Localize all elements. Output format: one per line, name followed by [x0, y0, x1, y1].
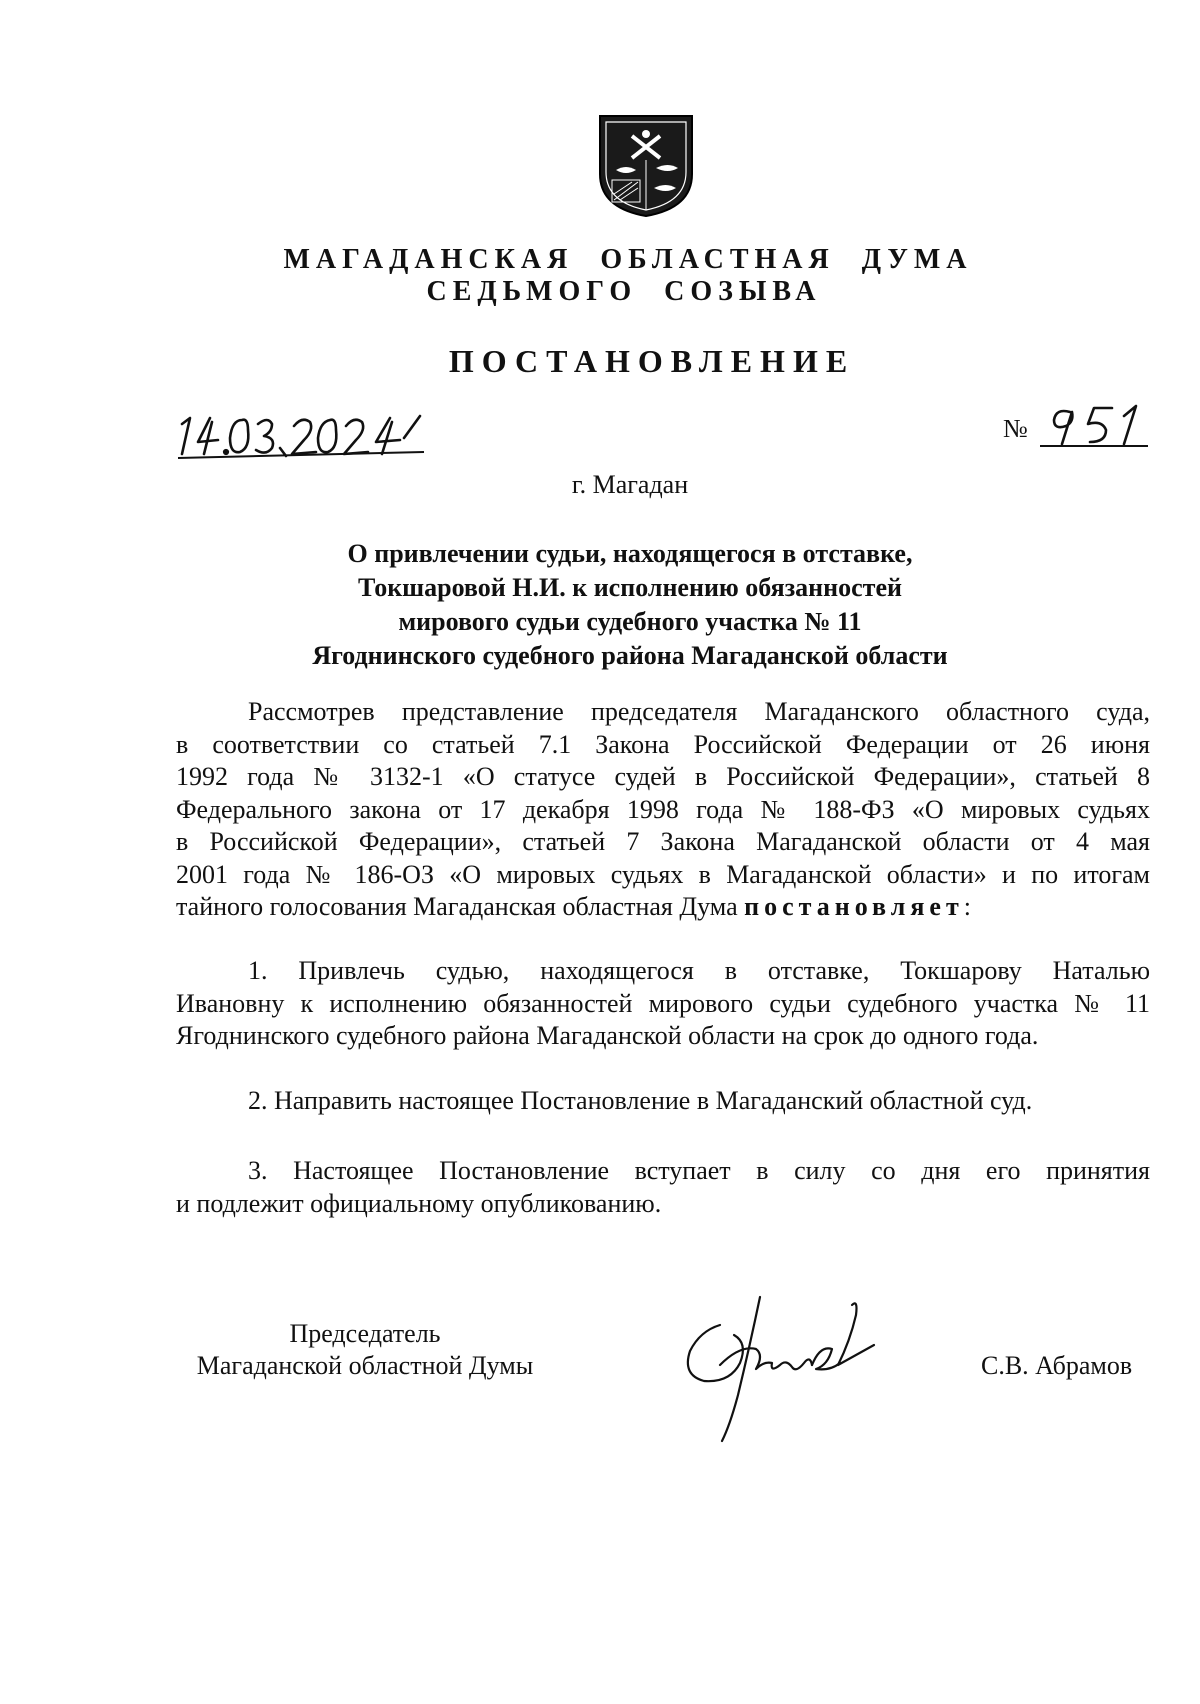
organization-name: МАГАДАНСКАЯ ОБЛАСТНАЯ ДУМА [283, 244, 973, 275]
document-type-title: ПОСТАНОВЛЕНИЕ [448, 343, 856, 379]
subject-line: Ягоднинского судебного района Магаданской области [312, 641, 948, 670]
city: г. Магадан [571, 470, 689, 499]
preamble-line: в Российской Федерации», статьей 7 Закона Магаданской области от 4 мая [176, 827, 1150, 856]
handwritten-signature-icon [660, 1285, 890, 1445]
handwritten-date [176, 408, 426, 464]
resolution-item-1 [176, 955, 1150, 1053]
convocation: СЕДЬМОГО СОЗЫВА [426, 276, 822, 307]
item-line: 1. Привлечь судью, находящегося в отставке, Токшарову Наталью [248, 956, 1150, 985]
subject-line: О привлечении судьи, находящегося в отставке, [347, 539, 913, 568]
number-label: № [1003, 414, 1028, 443]
preamble-paragraph [176, 696, 1150, 924]
item-line: 2. Направить настоящее Постановление в Магаданский областной суд. [248, 1086, 1033, 1115]
preamble-line: Рассмотрев представление председателя Магаданского областного суда, [248, 697, 1150, 726]
resolves-word: постановляет [744, 892, 964, 921]
resolution-item-2 [176, 1085, 1150, 1118]
handwritten-number [1040, 402, 1150, 454]
preamble-line: тайного голосования Магаданская областная Дума [176, 892, 738, 921]
signatory-name: С.В. Абрамов [981, 1351, 1133, 1380]
preamble-line: 1992 года № 3132-1 «О статусе судей в Российской Федерации», статьей 8 [176, 762, 1150, 791]
item-line: Ягоднинского судебного района Магаданской области на срок до одного года. [176, 1021, 1039, 1050]
subject-line: мирового судьи судебного участка № 11 [398, 607, 862, 636]
resolution-item-3 [176, 1155, 1150, 1220]
magadan-region-coat-of-arms-icon [596, 112, 696, 220]
signatory-position [180, 1318, 550, 1382]
item-line: Ивановну к исполнению обязанностей мирового судьи судебного участка № 11 [176, 988, 1150, 1018]
position-line: Магаданской областной Думы [196, 1351, 534, 1380]
preamble-line: в соответствии со статьей 7.1 Закона Российской Федерации от 26 июня [176, 729, 1150, 759]
subject-line: Токшаровой Н.И. к исполнению обязанностей [358, 573, 902, 602]
position-line: Председатель [289, 1319, 441, 1348]
resolves-colon: : [963, 892, 971, 921]
document-subject [30, 537, 1200, 673]
preamble-final-line [176, 891, 1150, 924]
preamble-line: Федерального закона от 17 декабря 1998 года № 188-ФЗ «О мировых судьях [176, 794, 1150, 824]
item-line: 3. Настоящее Постановление вступает в силу со дня его принятия [248, 1156, 1150, 1185]
preamble-line: 2001 года № 186-ОЗ «О мировых судьях в Магаданской области» и по итогам [176, 859, 1150, 889]
item-line: и подлежит официальному опубликованию. [176, 1188, 662, 1218]
